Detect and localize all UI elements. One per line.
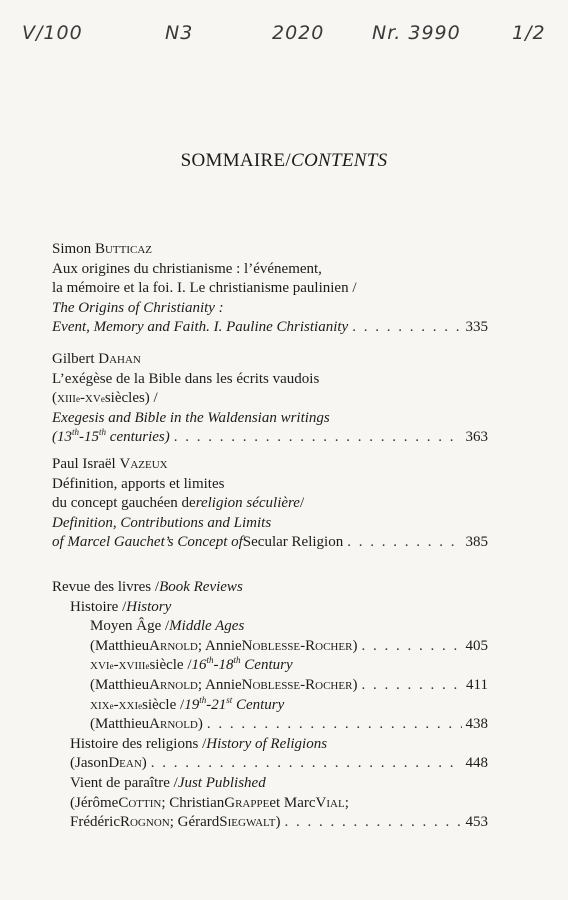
page-title: SOMMAIRE/CONTENTS [180,150,388,171]
page-number: 411 [466,676,488,693]
leader-dots [361,637,461,657]
leader-dots [151,754,462,774]
review-entry: (Jérôme Cottin ; Christian Grappe et Marc Vial ; [70,794,349,811]
title-fr-line: la mémoire et la foi. I. Le christianisme paulinien / [52,280,357,297]
hand-number: N3 [165,22,194,44]
author: Simon Butticaz [52,241,152,257]
leader-dots [352,318,461,338]
title-fr-line: du concept gauchéen de religion séculière / [52,495,305,512]
leader-dots [361,676,462,696]
author: Paul Israël Vazeux [52,456,168,472]
hand-year: 2020 [272,22,325,44]
leader-dots [285,813,462,833]
page-number: 438 [465,716,488,733]
section-header: Revue des livres / Book Reviews [52,579,243,595]
review-entry: (Jason Dean ) . . . 448 [52,754,488,774]
leader-dots [207,715,462,735]
toc-article-dahan [52,350,488,448]
title-fr-line: (xiii e -xv e siècles) / [52,390,158,407]
hand-part: 1/2 [512,22,546,44]
hand-catalog: Nr. 3990 [372,22,461,44]
subsection-vient-de-paraitre: Vient de paraître / Just Published [70,774,266,791]
title-en-line-with-page: Event, Memory and Faith. I. Pauline Christianity . . . 335 [52,318,488,338]
title-en-line-with-page: of Marcel Gauchet’s Concept of Secular Religion . . . 385 [52,533,488,553]
subsection-histoire-religions: Histoire des religions / History of Religions [70,735,328,752]
page-number: 405 [465,637,488,654]
page-number: 448 [465,755,488,772]
handwritten-annotation [0,14,568,54]
review-entry: (Matthieu Arnold ; Annie Noblesse-Rocher ) . . . 405 [52,637,488,657]
period-19-21: xix e -xxi e siècle / 19th-21st Century [90,694,285,713]
title-en-line: The Origins of Christianity : [52,299,224,316]
title-fr-line: L’exégèse de la Bible dans les écrits vaudois [52,370,320,387]
period-16-18: xvi e -xviii e siècle / 16th-18th Century [90,655,293,674]
subsection-histoire: Histoire / History [70,598,172,615]
review-entry: Frédéric Rognon ; Gérard Siegwalt ) . . . 453 [52,813,488,833]
period-moyen-age: Moyen Âge / Middle Ages [90,618,245,635]
review-entry: (Matthieu Arnold ; Annie Noblesse-Rocher ) . . . 411 [52,676,488,696]
leader-dots [347,533,461,553]
leader-dots [174,428,462,448]
title-fr-line: Aux origines du christianisme : l’événement, [52,260,322,277]
title-en-line: Definition, Contributions and Limits [52,514,272,531]
page-number: 335 [465,319,488,336]
toc-article-vazeux [52,455,488,553]
toc-book-reviews [52,578,488,833]
hand-volume: V/100 [22,22,83,44]
title-en-line-with-page: (13th-15th centuries) . . . 363 [52,428,488,448]
title-fr-line: Définition, apports et limites [52,475,225,492]
page-number: 363 [465,429,488,446]
title-en-line: Exegesis and Bible in the Waldensian writings [52,409,330,426]
toc-article-butticaz [52,240,488,338]
author: Gilbert Dahan [52,351,141,367]
page-number: 453 [465,814,488,831]
page-number: 385 [465,534,488,551]
review-entry: (Matthieu Arnold ) . . . 438 [52,715,488,735]
